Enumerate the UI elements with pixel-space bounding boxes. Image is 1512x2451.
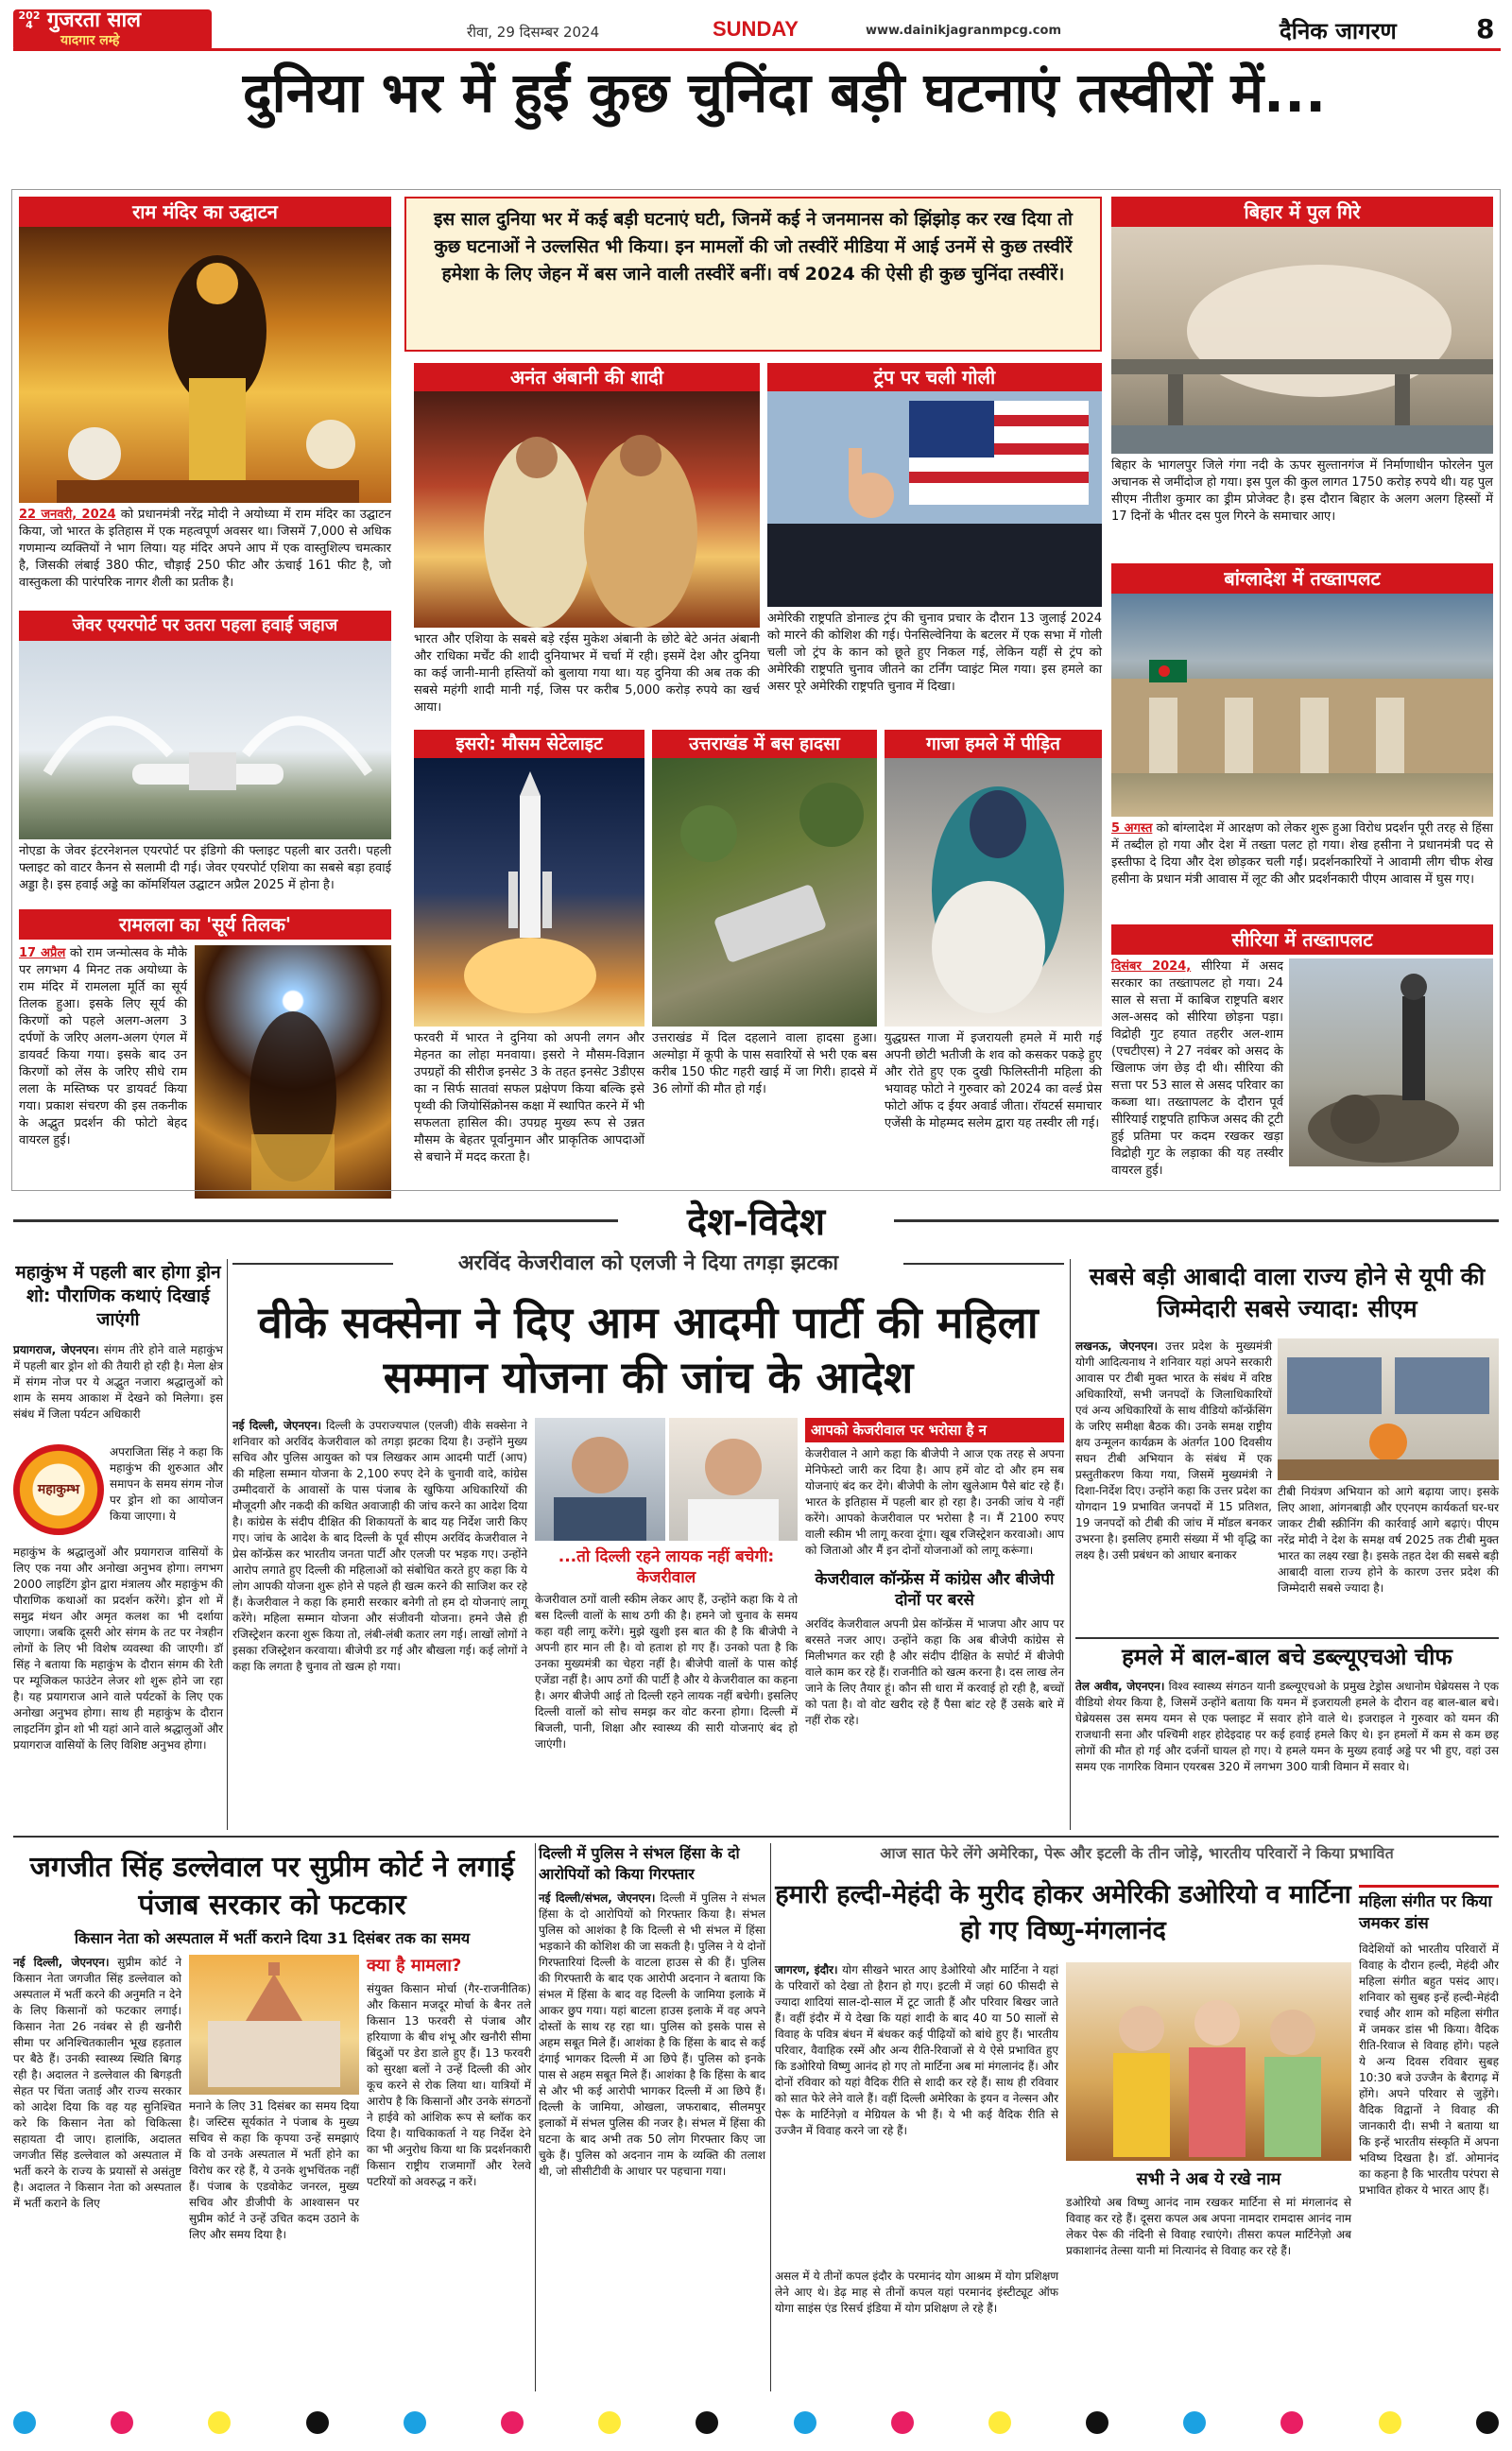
surya-tilak-title: रामलला का 'सूर्य तिलक' [19, 909, 391, 940]
anant-title: अनंत अंबानी की शादी [414, 363, 760, 391]
up-text2: टीबी नियंत्रण अभियान को आगे बढ़ाया जाए। इसके लिए आशा, आंगनबाड़ी और एएनएम कार्यकर्ता घर-घर जाकर टीबी स्क्रीनिंग की कार्रवाई आगे बढ़ाएं। पीएम नरेंद्र मोदी ने देश के समक्ष वर्ष 2025 तक टीबी मुक्त भारत का लक्ष्य रखा है। इसके तहत देश की सबसे बड़ी आबादी वाला राज्य होने के कारण उत्तर प्रदेश की जिम्मेदारी सबसे ज्यादा है। [1278, 1485, 1499, 1595]
wedding-text1 [775, 1962, 1058, 2139]
up-text1-body: उत्तर प्रदेश के मुख्यमंत्री योगी आदित्यनाथ ने शनिवार यहां अपने सरकारी आवास पर टीबी मुक्त भारत के संबंध में वरिष्ठ अधिकारियों, सभी जनपदों के जिलाधिकारियों एवं अन्य अधिकारियों के साथ वीडियो कॉन्फ्रेंसिंग के जरिए समीक्षा बैठक की। उनके समक्ष राष्ट्रीय क्षय उन्मूलन कार्यक्रम के अंतर्गत 100 दिवसीय सघन टीबी अभियान के संबंध में एक प्रस्तुतीकरण किया गया, जिसमें मुख्यमंत्री ने दिशा-निर्देश दिए। उन्होंने कहा कि उत्तर प्रदेश का योगदान 19 प्रभावित जनपदों में 15 प्रतिशत, 19 जनपदों को टीबी की जांच में मॉडल बनकर उभरना है। इसलिए हमारी संख्या में भी वृद्धि का लक्ष्य है। उसी प्रबंधन को आधार बनाकर [1075, 1339, 1272, 1562]
cm-meeting-image [1278, 1338, 1499, 1480]
wedding-text2: असल में ये तीनों कपल इंदौर के परमानंद योग आश्रम में योग प्रशिक्षण लेने आए थे। डेढ़ माह से तीनों कपल यहां परमानंद इंस्टीट्यूट ऑफ योगा साइंस एंड रिसर्च इंडिया में योग प्रशिक्षण ले रहे हैं। [775, 2270, 1058, 2315]
color-mark [306, 2411, 329, 2434]
kumbh-dateline: प्रयागराज, जेएनएन। [13, 1343, 99, 1356]
color-mark [13, 2411, 36, 2434]
kejriwal-text: दिल्ली के उपराज्यपाल (एलजी) वीके सक्सेना ने शनिवार को अरविंद केजरीवाल को तगड़ा झटका दिया है। उन्होंने मुख्य सचिव और पुलिस आयुक्त को पत्र लिखकर आम आदमी पार्टी (आप) की महिला सम्मान योजना के 2,100 रुपए देने के चुनावी वादे, कांग्रेस उम्मीदवारों के आवासों के पास पंजाब के खुफिया अधिकारियों की मौजूदगी और नकदी की कथित अवाजाही की जांच करने का आदेश दिया है। कांग्रेस के संदीप दीक्षित की शिकायतों के बाद यह निर्देश जारी किए गए। जांच के आदेश के बाद दिल्ली के पूर्व सीएम अरविंद केजरीवाल ने प्रेस कॉन्फ्रेंस कर भारतीय जनता पार्टी और एलजी पर भड़क गए। उन्होंने आरोप लगाते हुए दिल्ली की महिलाओं को संबोधित करते हुए कहा कि ये लोग आपकी योजना शुरू होने से पहले ही खत्म करने की साजिश कर रहे हैं। केजरीवाल ने कहा कि हमारी सरकार बनेगी तो हम दो योजनाएं लागू करेंगे। महिला सम्मान योजना और संजीवनी योजना। हमने जैसे ही रजिस्ट्रेशन करना शुरू किया तो, लंबी-लंबी कतार लग गई। लाखों लोगों ने इसका रजिस्ट्रेशन करवाया। बीजेपी डर गई और बौखला गई। कई लोगों ने कहा कि लगता है चुनाव तो खत्म हो गया। [232, 1419, 527, 1673]
trump-title: ट्रंप पर चली गोली [767, 363, 1102, 391]
bangladesh-date: 5 अगस्त [1111, 821, 1153, 836]
color-mark [988, 2411, 1011, 2434]
saxena-photo [669, 1418, 798, 1541]
dallewal-text2: मनाने के लिए 31 दिसंबर का समय दिया है। जस्टिस सूर्यकांत ने पंजाब के मुख्य सचिव से कहा कि कृपया उन्हें समझाएं कि वो उनके अस्पताल में भर्ती होने का विरोध कर रहे हैं, ये उनके शुभचिंतक नहीं हैं। पंजाब के एडवोकेट जनरल, मुख्य सचिव और डीजीपी के आश्वासन पर सुप्रीम कोर्ट ने उन्हें उचित कदम उठाने के लिए और समय दिया है। [189, 2099, 359, 2241]
wedding-caption-text: डओरियो अब विष्णु आनंद नाम रखकर मार्टिना से मां मंगलानंद से विवाह कर रहे हैं। दूसरा कपल अब अपना नामदार रामदास आनंद नाम लेकर पेरू की नंदिनी से विवाह रचाएंगे। तीसरा कपल मार्टिनेज़ो अब प्रकाशानंद तेल्सा यानी मां नित्यानंद से विवाह कर रहे हैं। [1066, 2196, 1351, 2257]
website-url[interactable]: www.dainikjagranmpcg.com [866, 24, 1061, 38]
color-mark [1379, 2411, 1401, 2434]
color-mark [794, 2411, 816, 2434]
col-rule-3 [535, 1843, 536, 2391]
dallewal-headline: जगजीत सिंह डल्लेवाल पर सुप्रीम कोर्ट ने लगाई पंजाब सरकार को फटकार [29, 1851, 515, 1922]
supreme-court-image [189, 1955, 359, 2095]
conf-hd: केजरीवाल कॉन्फ्रेंस में कांग्रेस और बीजेपी दोनों पर बरसे [815, 1570, 1055, 1610]
color-mark [501, 2411, 524, 2434]
logo-year: 2024 [18, 9, 41, 31]
col-rule-1 [227, 1259, 228, 1830]
sambhal-text [539, 1890, 765, 2180]
year-logo [13, 9, 212, 51]
wedding-kicker: आज सात फेरे लेंगे अमेरिका, पेरू और इटली के तीन जोड़े, भारतीय परिवारों ने किया प्रभावित [880, 1844, 1394, 1862]
up-photo [1278, 1338, 1499, 1480]
jewar-text: नोएडा के जेवर इंटरनेशनल एयरपोर्ट पर इंडिगो की फ्लाइट पहली बार उतरी। पहली फ्लाइट को वाटर कैनन से सलामी दी गई। जेवर एयरपोर्ट एशिया का सबसे बड़ा हवाई अड्डा है। इस हवाई अड्डे का कॉमर्शियल उद्घाटन अप्रैल 2025 में होना है। [19, 844, 391, 892]
uttarakhand-text: उत्तराखंड में दिल दहलाने वाला हादसा हुआ। अल्मोड़ा में कूपी के पास सवारियों से भरी एक बस करीब 150 फीट गहरी खाई में जा गिरी। हादसे में 36 लोगों की मौत हो गई। [652, 1031, 877, 1096]
color-mark [1476, 2411, 1499, 2434]
who-text-body: विश्व स्वास्थ्य संगठन यानी डब्ल्यूएचओ के प्रमुख टेड्रोस अधानोम घेब्रेयसस ने एक वीडियो शेयर किया है, जिसमें उन्होंने बताया कि यमन में इजरायली हमले के दौरान वह बाल-बाल बचे। घेब्रेयसस उस समय यमन से एक फ्लाइट में सवार होने वाले थे। इजराइल ने गुरुवार को यमन की राजधानी सना और पश्चिमी शहर होदेइदाह पर कई हवाई हमले किए थे। इन हमलों में कम से कम छह लोगों की मौत हो गई और दर्जनों घायल हो गए। ये हमले यमन के मुख्य हवाई अड्डे पर भी हुए, वहां उस समय एक नागरिक विमान एयरबस 320 में लगभग 300 यात्री विमान में सवार थे। [1075, 1680, 1499, 1773]
ram-mandir-date: 22 जनवरी, 2024 [19, 508, 116, 522]
bihar-title: बिहार में पुल गिरे [1111, 197, 1493, 227]
kejriwal-headline: वीके सक्सेना ने दिए आम आदमी पार्टी की महिला सम्मान योजना की जांच के आदेश [258, 1297, 1039, 1403]
who-dateline: तेल अवीव, जेएनएन। [1075, 1680, 1165, 1693]
trump-text: अमेरिकी राष्ट्रपति डोनाल्ड ट्रंप की चुनाव प्रचार के दौरान 13 जुलाई 2024 को मारने की कोशिश की गई। पेनसिल्वेनिया के बटलर में एक सभा में गोली चली जो ट्रंप के कान को छूते हुए निकल गई, लेकिन यहीं से ट्रंप को अमेरिकी राष्ट्रपति चुनाव जीतने का टर्निंग प्वाइंट मिल गया। इस हमले का असर पूरे अमेरिकी राष्ट्रपति चुनाव में दिखा। [767, 612, 1102, 694]
color-mark [598, 2411, 621, 2434]
isro-text: फरवरी में भारत ने दुनिया को अपनी लगन और मेहनत का लोहा मनवाया। इसरो ने मौसम-विज्ञान उपग्रहों की सीरीज इनसेट 3 के तहत इनसेट 3डीएस का न सिर्फ सातवां सफल प्रक्षेपण किया बल्कि इसे पृथ्वी की जियोसिंक्रोनस कक्षा में स्थापित करने में भी सफलता हासिल की। उपग्रह मुख्य रूप से उन्नत मौसम के बेहतर पूर्वानुमान और प्राकृतिक आपदाओं से बचाने में मदद करता है। [414, 1031, 644, 1165]
masthead [13, 9, 1501, 51]
color-mark [111, 2411, 133, 2434]
kumbh-text1-body: संगम तीरे होने वाले महाकुंभ में पहली बार ड्रोन शो की तैयारी हो रही है। मेला क्षेत्र में संगम नोज पर ये अद्भुत नजारा श्रद्धालुओं को शाम के समय आकाश में देखने को मिलेगा। इस संबंध में जिला पर्यटन अधिकारी [13, 1343, 223, 1421]
dallewal-box-hd: क्या है मामला? [367, 1956, 462, 1976]
section-rule-left [13, 1219, 618, 1222]
color-mark [891, 2411, 914, 2434]
kumbh-logo [13, 1444, 104, 1535]
main-title: दुनिया भर में हुईं कुछ चुनिंदा बड़ी घटनाएं तस्वीरों में... [242, 60, 1327, 125]
wedding-dateline: जागरण, इंदौर। [775, 1963, 838, 1976]
trust-text: केजरीवाल ने आगे कहा कि बीजेपी ने आज एक तरह से अपना मेनिफेस्टो जारी कर दिया है। आप हमें वोट दो और हम सब योजनाएं बंद कर देंगे। बीजेपी के लोग खुलेआम पैसे बांट रहे हैं। भारत के इतिहास में पहली बार हो रहा है। उनकी जांच ये नहीं करेंगे। आपको केजरीवाल पर भरोसा है न। मैं 2100 रुपए वाली स्कीम भी लागू करवा दूंगा। खूब रजिस्ट्रेशन करवाओ। आप को जिताओ और मैं इन दोनों योजनाओं को लागू करूंगा। [805, 1447, 1064, 1557]
jewar-title: जेवर एयरपोर्ट पर उतरा पहला हवाई जहाज [19, 611, 391, 641]
who-headline: हमले में बाल-बाल बचे डब्ल्यूएचओ चीफ [1075, 1637, 1499, 1673]
color-mark [404, 2411, 426, 2434]
saxena-portrait [669, 1418, 798, 1541]
sc-photo [189, 1955, 359, 2095]
feature-border [11, 189, 1501, 1191]
uttarakhand-title: उत्तराखंड में बस हादसा [652, 730, 877, 758]
sambhal-headline: दिल्ली में पुलिस ने संभल हिंसा के दो आरोपियों को किया गिरफ्तार [539, 1844, 740, 1883]
color-mark [1280, 2411, 1303, 2434]
anant-text: भारत और एशिया के सबसे बड़े रईस मुकेश अंबानी के छोटे बेटे अनंत अंबानी और राधिका मर्चेंट की शादी दुनियाभर में चर्चा में रही। इसमें देश और दुनिया का कई जानी-मानी हस्तियों को बुलाया गया था। यह दुनिया की अब तक की सबसे महंगी शादी मानी गई, जिस पर करीब 5,000 करोड़ रुपये का खर्च आया। [414, 632, 760, 715]
intro-text: इस साल दुनिया भर में कई बड़ी घटनाएं घटी, जिनमें कई ने जनमानस को झिंझोड़ कर रख दिया तो कुछ घटनाओं ने उल्लसित भी किया। इन मामलों की जो तस्वीरें मीडिया में आई उनमें से कुछ तस्वीरें हमेशा के लिए जेहन में बस जाने वाली तस्वीरें बनीं। वर्ष 2024 की ऐसी ही कुछ चुनिंदा तस्वीरें। [434, 209, 1073, 285]
conf-text: अरविंद केजरीवाल अपनी प्रेस कॉन्फ्रेंस में भाजपा और आप पर बरसते नजर आए। उन्होंने कहा कि अब बीजेपी कांग्रेस से मिलीभगत कर रही है और संदीप दीक्षित के सपोर्ट में बीजेपी वाले काम कर रहे हैं। राजनीति को खत्म करना है। दस लाख लेन जाने के लिए तैयार हूं। कौन सी धारा में करवाई हो रही है, बच्चों को पता है। वो वोट खरीद रहे हैं पैसा बांट रहे हैं उसके बारे में नहीं रोक रहे। [805, 1617, 1064, 1727]
syria-title: सीरिया में तख्तापलट [1111, 924, 1493, 955]
paper-name: दैनिक जागरण [1280, 18, 1397, 44]
kejriwal-photo [535, 1418, 665, 1541]
kejriwal-quote-text: केजरीवाल ठगों वाली स्कीम लेकर आए हैं, उन्होंने कहा कि ये तो बस दिल्ली वालों के साथ ठगी की है। हमने जो चुनाव के समय कहा वही लागू करेंगे। मुझे खुशी इस बात की है कि बीजेपी ने अपनी हार मान ली है। वो हताश हो गए हैं। उनको पता है कि उनका मुख्यमंत्री का चेहरा नहीं है। बीजेपी वालों के पास कोई एजेंडा नहीं है। आप ठगों की पार्टी है और ये केजरीवाल का कहना है। अगर बीजेपी आई तो दिल्ली रहने लायक नहीं बचेगी। इसलिए दिल्ली वालों को सोच समझ कर वोट करना होगा। दिल्ली में बिजली, पानी, शिक्षा और स्वास्थ्य की सारी योजनाएं बंद हो जाएंगी। [535, 1593, 798, 1751]
day-label: SUNDAY [713, 17, 799, 41]
logo-line2: यादगार लम्हे [60, 33, 120, 48]
wedding-headline: हमारी हल्दी-मेहंदी के मुरीद होकर अमेरिकी डओरियो व मार्टिना हो गए विष्णु-मंगलानंद [775, 1880, 1351, 1945]
dallewal-text1 [13, 1955, 181, 2212]
wedding-photo [1066, 1962, 1351, 2161]
color-mark [696, 2411, 718, 2434]
isro-title: इसरो: मौसम सेटेलाइट [414, 730, 644, 758]
dallewal-subhead: किसान नेता को अस्पताल में भर्ती कराने दिया 31 दिसंबर तक का समय [74, 1929, 471, 1947]
kumbh-headline: महाकुंभ में पहली बार होगा ड्रोन शो: पौराणिक कथाएं दिखाई जाएंगी [15, 1262, 221, 1330]
syria-text: सीरिया में असद सरकार का तख्तापलट हो गया। 24 साल से सत्ता में काबिज राष्ट्रपति बशर अल-असद को सीरिया छोड़ना पड़ा। विद्रोही गुट हयात तहरीर अल-शाम (एचटीएस) ने 27 नवंबर को असद के खिलाफ जंग छेड़ दी थी। सीरिया की सत्ता पर 53 साल से असद परिवार का कब्जा था। तख्तापलट के दौरान पूर्व सीरियाई राष्ट्रपति हाफिज असद की टूटी हुई प्रतिमा पर कदम रखकर खड़ा विद्रोही गुट के लड़ाका की यह तस्वीर वायरल हुई। [1111, 959, 1283, 1178]
color-mark [1086, 2411, 1108, 2434]
up-headline: सबसे बड़ी आबादी वाला राज्य होने से यूपी की जिम्मेदारी सबसे ज्यादा: सीएम [1089, 1263, 1486, 1322]
wedding-side-text: विदेशियों को भारतीय परिवारों में विवाह के दौरान हल्दी, मेहंदी और महिला संगीत बहुत पसंद आए। शनिवार को सुबह इन्हें हल्दी-मेहंदी रचाई और शाम को महिला संगीत में जमकर डांस भी किया। वैदिक रीति-रिवाज से विवाह होंगे। पहले ये अन्य दिवस रविवार सुबह 10:30 बजे उज्जैन के बैरागढ़ में होंगे। अपने परिवार से जुड़ेंगे। वैदिक विद्वानों ने विवाह की जानकारी दी। सभी ने बताया था कि इन्हें भारतीय संस्कृति में अपना भविष्य दिखता है। डॉ. ओमानंद का कहना है कि भारतीय परंपरा से प्रभावित होकर ये भारत आए हैं। [1359, 1942, 1499, 2197]
section-title: देश-विदेश [686, 1200, 826, 1244]
kejriwal-portrait [535, 1418, 665, 1541]
row-rule [13, 1836, 1499, 1838]
gaza-title: गाजा हमले में पीड़ित [885, 730, 1102, 758]
sambhal-dateline: नई दिल्ली/संभल, जेएनएन। [539, 1891, 656, 1905]
kejriwal-quote-hd: ...तो दिल्ली रहने लायक नहीं बचेगी: केजरीवाल [558, 1547, 775, 1587]
col-rule-2 [1070, 1259, 1071, 1830]
col-rule-4 [770, 1843, 771, 2391]
color-mark [1183, 2411, 1206, 2434]
up-dateline: लखनऊ, जेएनएन। [1075, 1339, 1159, 1353]
logo-line1: गुजरता साल [47, 9, 142, 32]
wedding-caption: सभी ने अब ये रखे नाम [1136, 2169, 1281, 2189]
bihar-text: बिहार के भागलपुर जिले गंगा नदी के ऊपर सुल्तानगंज में निर्माणाधीन फोरलेन पुल अचानक से जमींदोज हो गया। इस पुल की कुल लागत 1750 करोड़ रुपये थी। यह पुल सीएम नीतीश कुमार का ड्रीम प्रोजेक्ट है। इस दौरान बिहार के अलग अलग हिस्सों में 17 दिनों के भीतर दस पुल गिरने के समाचार आए। [1111, 458, 1493, 524]
issue-date: रीवा, 29 दिसम्बर 2024 [467, 24, 600, 41]
surya-tilak-text: को राम जन्मोत्सव के मौके पर लगभग 4 मिनट तक अयोध्या के राम मंदिर में रामलला मूर्ति का सूर्य तिलक हुआ। इसके लिए सूर्य की किरणों को पहले अलग-अलग 3 दर्पणों के जरिए अलग-अलग एंगल में डायवर्ट किया गया। इसके बाद उन किरणों को लेंस के जरिए सीधे राम लला के मस्तिष्क पर डायवर्ट किया गया। प्रकाश संचरण की इस तकनीक के अद्भुत प्रदर्शन की फोटो बेहद वायरल हुई। [19, 946, 187, 1148]
registration-marks [13, 2408, 1499, 2437]
dallewal-box-text: संयुक्त किसान मोर्चा (गैर-राजनीतिक) और किसान मजदूर मोर्चा के बैनर तले किसान 13 फरवरी से पंजाब और हरियाणा के बीच शंभू और खनौरी सीमा बिंदुओं पर डेरा डाले हुए हैं। 13 फरवरी को सुरक्षा बलों ने उन्हें दिल्ली की ओर कूच करने से रोक लिया था। यात्रियों में आरोप है कि किसानों और उनके संगठनों ने हाईवे को आंशिक रूप से ब्लॉक कर दिया है। याचिकाकर्ता ने यह निर्देश देने का भी अनुरोध किया था कि प्रदर्शनकारी किसान राष्ट्रीय राजमार्गों और रेलवे पटरियों को अवरुद्ध न करें। [367, 1982, 531, 2188]
kumbh-text1 [13, 1342, 223, 1423]
section-rule-right [894, 1219, 1499, 1222]
page-number: 8 [1476, 13, 1495, 44]
ram-mandir-title: राम मंदिर का उद्घाटन [19, 197, 391, 227]
kejriwal-main [232, 1418, 527, 1675]
kumbh-logo-text: महाकुम्भ [37, 1482, 80, 1497]
color-mark [208, 2411, 231, 2434]
kumbh-text2: अपराजिता सिंह ने कहा कि महाकुंभ की शुरुआत और समापन के समय संगम नोज पर ड्रोन शो का आयोजन किया जाएगा। ये [110, 1445, 223, 1523]
kejriwal-dateline: नई दिल्ली, जेएनएन। [232, 1419, 322, 1432]
dallewal-dateline: नई दिल्ली, जेएनएन। [13, 1956, 110, 1969]
dallewal-text1-body: सुप्रीम कोर्ट ने किसान नेता जगजीत सिंह डल्लेवाल को अस्पताल में भर्ती करने की अनुमति न देने के लिए किसानों को फटकार लगाई। किसान नेता 26 नवंबर से ही खनौरी सीमा पर अनिश्चितकालीन भूख हड़ताल पर बैठे हैं। उनकी स्वास्थ्य स्थिति बिगड़ रही है। अदालत ने डल्लेवाल की बिगड़ती सेहत पर चिंता जताई और राज्य सरकार को आदेश दिया कि वह यह सुनिश्चित करे कि किसान नेता को चिकित्सा सहायता दी जाए। हालांकि, अदालत जगजीत सिंह डल्लेवाल को अस्पताल में भर्ती करने के राज्य के प्रयासों से असंतुष्ट है। अदालत ने किसान नेता को अस्पताल में भर्ती कराने के लिए [13, 1956, 181, 2210]
wedding-side-hd: महिला संगीत पर किया जमकर डांस [1359, 1885, 1499, 1935]
trust-hd: आपको केजरीवाल पर भरोसा है न [805, 1418, 1064, 1442]
ram-mandir-text: को प्रधानमंत्री नरेंद्र मोदी ने अयोध्या में राम मंदिर का उद्घाटन किया, जो भारत के इतिहास में एक महत्वपूर्ण अवसर था। जिसमें 7,000 से अधिक गणमान्य व्यक्तियों ने भाग लिया। यह मंदिर अपने आप में एक वास्तुशिल्प चमत्कार है, जिसकी लंबाई 380 फीट, चौड़ाई 250 फीट और ऊंचाई 161 फीट है, जो वास्तुकला की पारंपरिक नागर शैली का प्रतीक है। [19, 508, 392, 590]
wedding-text1-body: योग सीखने भारत आए डेओरियो और मार्टिना ने यहां के परिवारों को देखा तो हैरान हो गए। इटली में जहां 60 फीसदी से ज्यादा शादियां साल-दो-साल में टूट जाती हैं और परिवार बिखर जाते हैं। वहीं इंदौर में ये देखा कि यहां शादी के बाद 40 या 50 सालों से विवाह के पवित्र बंधन में बंधकर कई पीढ़ियों को बांधे हुए हैं। भारतीय परिवार, वैवाहिक रस्में और अन्य रीति-रिवाजों से ये ऐसे प्रभावित हुए कि डओरियो विष्णु आनंद हो गए तो मार्टिना अब मां मंगलानंद हैं। और दोनों रविवार को यहां वैदिक रीति से शादी कर रहे हैं। साथ ही रविवार को सात फेरे लेने वाले हैं। वहीं दिल्ली अमेरिका के इयन व नेल्सन और पेरू के मार्टिनेज़ो व मेग्रियल के भी हैं। ये भी कई वैदिक रीति से उज्जैन में विवाह करने जा रहे हैं। [775, 1963, 1058, 2137]
who-text [1075, 1679, 1499, 1775]
bangladesh-text: को बांग्लादेश में आरक्षण को लेकर शुरू हुआ विरोध प्रदर्शन पूरी तरह से हिंसा में तब्दील हो गया और देश में तख्ता पलट हो गया। शेख हसीना ने प्रधानमंत्री पद से इस्तीफा दे दिया और देश छोड़कर चली गईं। प्रदर्शनकारियों ने आवामी लीग चीफ शेख हसीना के प्रधान मंत्री आवास में लूट की और प्रदर्शनकारी पीएम आवास में घुस गए। [1111, 821, 1494, 887]
bangladesh-title: बांग्लादेश में तख्तापलट [1111, 563, 1493, 594]
kejriwal-kicker-box [232, 1251, 1064, 1287]
kejriwal-kicker: अरविंद केजरीवाल को एलजी ने दिया तगड़ा झटका [393, 1250, 903, 1278]
surya-tilak-date: 17 अप्रैल [19, 946, 66, 960]
gaza-text: युद्धग्रस्त गाजा में इजरायली हमले में मारी गई अपनी छोटी भतीजी के शव को कसकर पकड़े हुए और रोते हुए एक दुखी फिलिस्तीनी महिला की भयावह फोटो ने गुरुवार को 2024 का वर्ल्ड प्रेस फोटो ऑफ द ईयर अवार्ड जीता। रॉयटर्स समाचार एजेंसी के मोहम्मद सलेम द्वारा यह तस्वीर ली गई। [885, 1031, 1102, 1131]
foreign-couples-image [1066, 1962, 1351, 2161]
sambhal-text-body: दिल्ली में पुलिस ने संभल हिंसा के दो आरोपियों को गिरफ्तार किया है। संभल पुलिस को आशंका है कि दिल्ली से भी संभल में हिंसा भड़काने की कोशिश की जा सकती है। पुलिस ने ये दोनों गिरफ्तारियां दिल्ली के वाटला हाउस से की हैं। पुलिस की गिरफ्तारी के बाद एक आरोपी अदनान ने बताया कि संभल में हिंसा के बाद वह दिल्ली के जामिया इलाके में आकर छुप गया। यहां बाटला हाउस इलाके में वह अपने दोस्तों के साथ रह रहा था। पुलिस को इसके पास से अहम सबूत मिले हैं। आशंका है कि हिंसा के बाद से कई दंगाई भागकर दिल्ली में आ छिपे हैं। पुलिस को इनके पास से अहम सबूत मिले हैं। आशंका है कि हिंसा के बाद से और भी कई आरोपी भागकर दिल्ली में आ छिपे हैं। दिल्ली के जामिया, ओखला, जफराबाद, सीलमपुर इलाकों में संभल पुलिस की नजर है। संभल में हिंसा की घटना के बाद अभी तक 50 लोग गिरफ्तार किए जा चुके हैं। पुलिस को अदनान नाम के व्यक्ति की तलाश थी, जो सीसीटीवी के आधार पर पहचाना गया। [539, 1891, 765, 2178]
kumbh-text3: महाकुंभ के श्रद्धालुओं और प्रयागराज वासियों के लिए एक नया और अनोखा अनुभव होगा। लगभग 2000 लाइटिंग ड्रोन द्वारा मंत्रालय और महाकुंभ की पौराणिक कथाओं का प्रदर्शन करेंगे। ड्रोन शो में समुद्र मंथन और अमृत कलश का भी दर्शाया जाएगा। जबकि दूसरी ओर संगम के तट पर नेत्रहीन लोगों के लिए भी विशेष व्यवस्था की जाएगी। डॉ सिंह ने बताया कि महाकुंभ के दौरान संगम की रेती पर म्यूजिकल फाउंटेन लेजर शो शुरू होने जा रहा है। यह प्रयागराज आने वाले पर्यटकों के लिए एक अनोखा अनुभव होगा। साथ ही महाकुंभ के दौरान लाइटनिंग ड्रोन शो भी यहां आने वाले श्रद्धालुओं और प्रयागराज वासियों के लिए विशिष्ट अनुभव होगा। [13, 1545, 223, 1752]
syria-date: दिसंबर 2024, [1111, 959, 1192, 974]
up-text1 [1075, 1338, 1272, 1563]
